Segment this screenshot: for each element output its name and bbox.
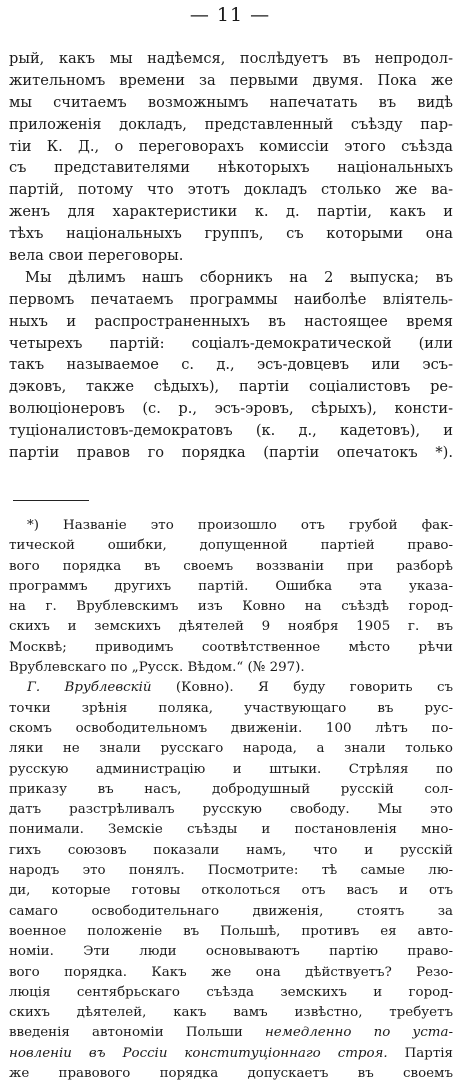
text-line: вела свои переговоры.	[9, 247, 184, 265]
paragraph-1	[9, 48, 453, 267]
footnote-line: народъ это понялъ. Посмотрите: тѣ самые лю-	[9, 863, 453, 879]
footnote-line: военное положеніе въ Польшѣ, противъ ея авто-	[9, 923, 453, 939]
footnote-line: приказу въ насъ, добродушный русскій сол-	[9, 781, 453, 797]
text-line: мы считаемъ возможнымъ напечатать въ видѣ	[9, 93, 453, 111]
text-line: такъ называемое с. д., эсъ-довцевъ или эсъ-	[9, 356, 453, 374]
footnote-line: номіи. Эти люди основываютъ партію право-	[9, 944, 453, 960]
text-line: женъ для характеристики к. д. партіи, какъ и	[9, 203, 453, 221]
footnote-note	[9, 516, 453, 678]
footnote-line: скомъ освободительномъ движеніи. 100 лѣтъ по-	[9, 720, 453, 736]
text-line: приложенія докладъ, представленный съѣзду пар-	[9, 115, 453, 133]
footnote-line: гихъ союзовъ показали намъ, что и русскій	[9, 842, 453, 858]
italic-text: новленіи въ Россіи конституціоннаго строя.	[9, 1045, 388, 1061]
text-line: первомъ печатаемъ программы наиболѣе вліятель-	[9, 290, 453, 308]
footnote-line: скихъ и земскихъ дѣятелей 9 ноября 1905 г. въ	[9, 619, 453, 635]
text-line: дэковъ, также сѣдыхъ), партіи соціалистовъ ре-	[9, 378, 453, 396]
footnote-line: вого порядка. Какъ же она дѣйствуетъ? Резо-	[9, 964, 453, 980]
page-number: — 11 —	[189, 4, 271, 26]
speech-text: введенія автономіи Польши	[9, 1025, 243, 1041]
text-line: партій, потому что этотъ докладъ столько же ва-	[9, 181, 453, 199]
footnote-speech	[9, 678, 453, 1084]
text-line: волюціонеровъ (с. р., эсъ-эровъ, сѣрыхъ), консти-	[9, 400, 453, 418]
text-line: четырехъ партій: соціалъ-демократической (или	[9, 334, 453, 352]
footnote-line: датъ разстрѣливалъ русскую свободу. Мы это	[9, 802, 453, 818]
footnote-line: точки зрѣнія поляка, участвующаго въ рус-	[9, 700, 453, 716]
text-line: тѣхъ національныхъ группъ, съ которыми она	[9, 225, 453, 243]
footnote-line: самаго освободительнаго движенія, стоятъ за	[9, 903, 453, 919]
footnote-line: понимали. Земскіе съѣзды и постановленія мно-	[9, 822, 453, 838]
text-line: съ представителями нѣкоторыхъ національныхъ	[9, 159, 453, 177]
footnote-line: люція сентябрьскаго съѣзда земскихъ и город-	[9, 984, 453, 1000]
footnote-line: же правового порядка допускаетъ въ своемъ	[9, 1066, 453, 1082]
footnote-line: тической ошибки, допущенной партіей право-	[9, 538, 453, 554]
footnote-line: вого порядка въ своемъ воззваніи при разборѣ	[9, 558, 453, 574]
speech-text: (Ковно). Я буду говорить съ	[151, 680, 453, 696]
main-text	[9, 48, 453, 464]
footnote-line	[9, 1023, 453, 1043]
text-line: рый, какъ мы надѣемся, послѣдуетъ въ непродол-	[9, 50, 453, 67]
footnote-line: ляки не знали русскаго народа, а знали только	[9, 741, 453, 757]
footnote-line: русскую администрацію и штыки. Стрѣляя по	[9, 761, 453, 777]
footnote-separator	[13, 500, 89, 501]
footnote-line: на г. Врублевскимъ изъ Ковно на съѣздѣ город-	[9, 599, 453, 615]
footnote-line: Москвѣ; приводимъ соотвѣтственное мѣсто рѣчи	[9, 639, 453, 655]
text-line: жительномъ времени за первыми двумя. Пока же	[9, 71, 453, 89]
text-line: ныхъ и распространенныхъ въ настоящее время	[9, 312, 453, 330]
footnote-line: скихъ дѣятелей, какъ вамъ извѣстно, требуетъ	[9, 1005, 453, 1021]
footnote-line	[9, 1044, 453, 1064]
footnote-line: программъ другихъ партій. Ошибка эта указа-	[9, 578, 453, 594]
text-line: тіи К. Д., о переговорахъ комиссіи этого съѣзда	[9, 137, 453, 155]
footnote	[9, 516, 453, 1084]
text-line: туціоналистовъ-демократовъ (к. д., кадетовъ), и	[9, 422, 453, 440]
speech-text: Партія	[387, 1045, 453, 1061]
text-line: партіи правов го порядка (партіи опечатокъ *).	[9, 444, 453, 462]
footnote-line: Врублевскаго по „Русск. Вѣдом.“ (№ 297).	[9, 660, 305, 676]
footnote-line: *) Названіе это произошло отъ грубой фак-	[27, 518, 453, 533]
speaker-name: Г. Врублевскій	[27, 680, 152, 696]
footnote-line: ди, которые готовы отколоться отъ васъ и отъ	[9, 883, 453, 899]
footnote-line	[9, 678, 453, 698]
text-line: Мы дѣлимъ нашъ сборникъ на 2 выпуска; въ	[25, 268, 453, 286]
paragraph-2	[9, 267, 453, 464]
italic-text: немедленно по уста-	[264, 1025, 453, 1041]
